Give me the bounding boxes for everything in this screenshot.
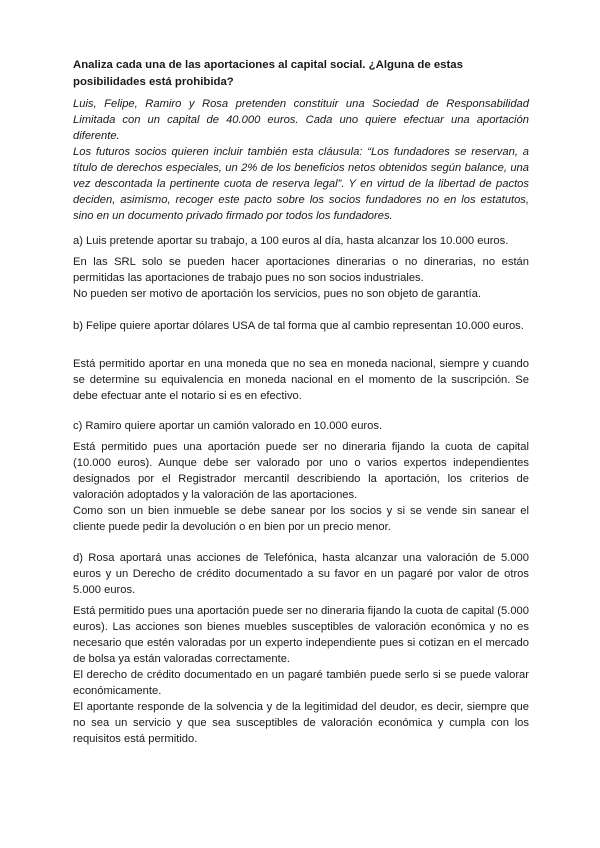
intro-paragraph-2: Los futuros socios quieren incluir también esta cláusula: “Los fundadores se reservan, a título de derechos especiales, un 2% de los beneficios netos obtenidos según balance, una vez descontada la pertinente cuota de reserva legal”. Y en virtud de la libertad de pactos deciden, asimismo, recoger este pacto sobre los socios fundadores no en los estatutos, sino en un documento privado firmado por todos los fundadores. [73,146,529,222]
case-statement [73,96,529,224]
answer-a-paragraph-1: En las SRL solo se pueden hacer aportaciones dinerarias o no dinerarias, no están permitidas las aportaciones de trabajo pues no son socios industriales. [73,256,529,284]
answer-d-paragraph-3: El aportante responde de la solvencia y de la legitimidad del deudor, es decir, siempre que no sea un servicio y que sea susceptibles de valoración económica y cumpla con los requisitos está permitido. [73,701,529,745]
answer-d [73,603,529,747]
question-b: b) Felipe quiere aportar dólares USA de tal forma que al cambio representan 10.000 euros. [73,320,524,332]
answer-a [73,254,529,302]
answer-b: Está permitido aportar en una moneda que no sea en moneda nacional, siempre y cuando se determine su equivalencia en moneda nacional en el momento de la suscripción. Se debe efectuar ante el notario si es en efectivo. [73,358,529,402]
page-title: Analiza cada una de las aportaciones al capital social. ¿Alguna de estas posibilidades está prohibida? [73,59,463,88]
answer-c [73,439,529,535]
intro-paragraph-1: Luis, Felipe, Ramiro y Rosa pretenden constituir una Sociedad de Responsabilidad Limitada con un capital de 40.000 euros. Cada uno quiere efectuar una aportación diferente. [73,98,529,142]
answer-c-paragraph-1: Está permitido pues una aportación puede ser no dineraria fijando la cuota de capital (10.000 euros). Aunque debe ser valorado por uno o varios expertos independientes designados por el Registrador mercantil describiendo la aportación, los criterios de valoración adoptados y la valoración de las aportaciones. [73,441,529,501]
answer-c-paragraph-2: Como son un bien inmueble se debe sanear por los socios y si se vende sin sanear el cliente puede pedir la devolución o en bien por un precio menor. [73,505,529,533]
answer-d-paragraph-1: Está permitido pues una aportación puede ser no dineraria fijando la cuota de capital (5.000 euros). Las acciones son bienes muebles susceptibles de valoración económica y no es necesario que estén valoradas por un experto independiente pues si cotizan en el mercado de bolsa ya están valoradas correctamente. [73,605,529,665]
answer-a-paragraph-2: No pueden ser motivo de aportación los servicios, pues no son objeto de garantía. [73,288,481,300]
question-d: d) Rosa aportará unas acciones de Telefónica, hasta alcanzar una valoración de 5.000 euros y un Derecho de crédito documentado a su favor en un pagaré por valor de otros 5.000 euros. [73,552,529,596]
answer-d-paragraph-2: El derecho de crédito documentado en un pagaré también puede serlo si se puede valorar económicamente. [73,669,529,697]
question-c: c) Ramiro quiere aportar un camión valorado en 10.000 euros. [73,420,383,432]
question-a: a) Luis pretende aportar su trabajo, a 100 euros al día, hasta alcanzar los 10.000 euros. [73,235,509,247]
